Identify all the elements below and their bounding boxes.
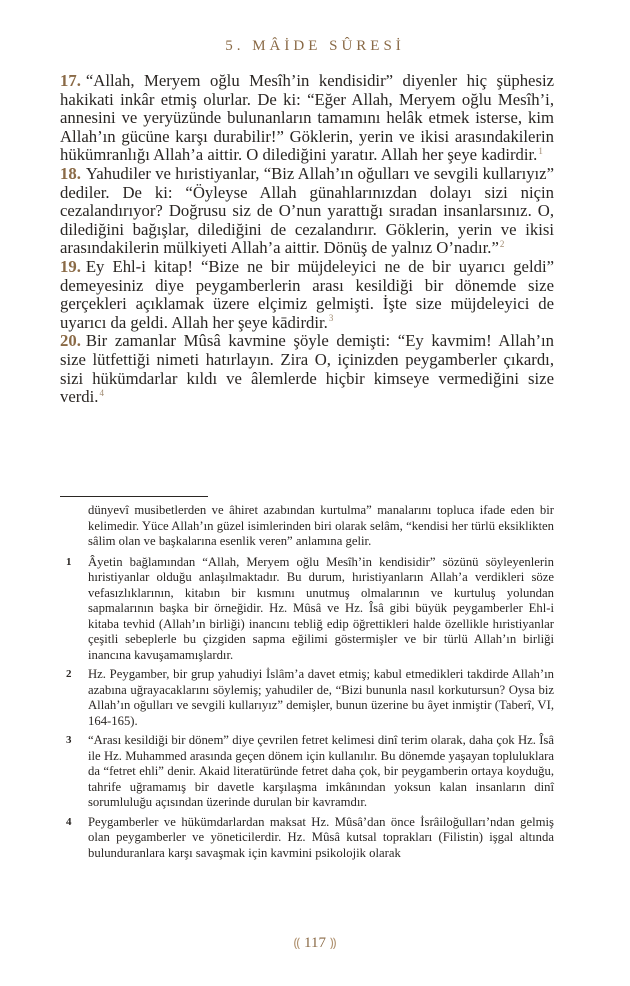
verse-number: 18. [60, 163, 81, 183]
verse-text: Ey Ehl-i kitap! “Bize ne bir müjdeleyici ne de bir uyarıcı geldi” demeyesiniz diye peygamberlerin arası kesildiği bir dönemde size gerçekleri açıklamak üzere elçimiz gelmişti. İşte size müjdeleyici de uyarıcı da geldi. Allah her şeye kādirdir. [60, 256, 554, 332]
footnote-text: Hz. Peygamber, bir grup yahudiyi İslâm’a davet etmiş; kabul etmedikleri takdirde Allah’ın azabına uğrayacaklarını söylemiş; yahudiler de, “Bizi bununla nasıl korkutursun? Oysa biz Allah’ın oğulları ve sevgili kullarıyız” demişler, bunun üzerine bu âyet inmiştir (Taberî, VI, 164-165). [88, 667, 554, 728]
footnote-divider [60, 496, 208, 497]
ornament-right-icon: ⸩ [329, 935, 337, 950]
verse-number: 20. [60, 331, 81, 351]
ornament-left-icon: ⸨ [293, 935, 301, 950]
footnote-ref[interactable]: 4 [99, 387, 104, 398]
footnote-3 [60, 733, 554, 811]
footnote-1 [60, 555, 554, 664]
verse-17 [60, 72, 554, 165]
footnote-text: Peygamberler ve hükümdarlardan maksat Hz. Mûsâ’dan önce İsrâiloğulları’ndan gelmiş olan peygamberler ve yöneticilerdir. Hz. Mûsâ kutsal toprakları (Filistin) işgal altında bulunduranlara karşı savaşmak için kavmini psikolojik olarak [88, 814, 554, 860]
verse-20 [60, 332, 554, 406]
footnote-ref[interactable]: 2 [499, 238, 505, 249]
footnote-ref[interactable]: 1 [538, 145, 543, 156]
footnote-2 [60, 667, 554, 729]
verse-number: 17. [60, 71, 81, 90]
page-number [0, 933, 630, 952]
footnote-number: 4 [66, 815, 72, 828]
page-number-value: 117 [304, 935, 326, 951]
footnote-ref[interactable]: 3 [328, 313, 334, 324]
footnote-text: “Arası kesildiği bir dönem” diye çevrilen fetret kelimesi dinî terim olarak, daha çok Hz. Îsâ ile Hz. Muhammed arasında geçen dönem için kullanılır. Bu dönemde yaşayan topluluklara da “fetret ehli” denir. Akaid literatüründe fetret daha çok, bir peygamberin ortaya koyduğu, tahrife uğramamış bir davetle karşılaşma imkânından yoksun kalan insanların dinî sorumluluğu açısından üzerinde durulan bir kavramdır. [88, 733, 554, 809]
verse-text: Yahudiler ve hıristiyanlar, “Biz Allah’ın oğulları ve sevgili kullarıyız” dediler. De ki: “Öyleyse Allah günahlarınızdan dolayı sizi niçin cezalandırıyor? Doğrusu siz de O’nun yarattığı sıradan insanlarsınız. O, dilediğini bağışlar, dilediğini de cezalandırır. Göklerin, yerin ve ikisi arasındakilerin mülkiyeti Allah’a aittir. Dönüş de yalnız O’nadır.” [60, 163, 554, 258]
verse-19 [60, 258, 554, 332]
footnote-text: dünyevî musibetlerden ve âhiret azabından kurtulma” manalarını topluca ifade eden bir kelimedir. Yüce Allah’ın güzel isimlerinden biri olarak selâm, “kendisi her türlü eksiklikten sâlim olan ve başkalarına esenlik veren” anlamına gelir. [88, 503, 554, 548]
footnote-4 [60, 815, 554, 862]
footnote-continued [60, 503, 554, 550]
verse-number: 19. [60, 256, 81, 276]
verse-text: “Allah, Meryem oğlu Mesîh’in kendisidir” diyenler hiç şüphesiz hakikati inkâr etmiş olurlar. De ki: “Eğer Allah, Meryem oğlu Mesîh’i, annesini ve yeryüzünde bulunanların tamamını helâk etmek isterse, kim Allah’ın gücüne karşı durabilir!” Göklerin, yerin ve ikisi arasındakilerin hükümranlığı Allah’a aittir. O dilediğini yaratır. Allah her şeye kadirdir. [60, 71, 554, 165]
footnote-text: Âyetin bağlamından “Allah, Meryem oğlu Mesîh’in kendisidir” sözünü söyleyenlerin hıristiyanlar olduğu anlaşılmaktadır. Bu durum, hıristiyanların Allah’a verdikleri söze vefasızlıklarının, kitabın bir kısmını unutmuş olmalarının ve kurtuluş yolundan sapmalarının başka bir örneğidir. Hz. Mûsâ ve Hz. Îsâ gibi büyük peygamberler Ehl-i kitaba tevhid (Allah’ın birliği) inancını tebliğ edip öğrettikleri halde özellikle hıristiyanlar çeşitli sebeplerle bu çizgiden sapma eğilimi göstermişler ve bir türlü Allah’ın birliği inancına kavuşamamışlardır. [88, 554, 554, 662]
footnotes-block [60, 503, 554, 865]
verse-text: Bir zamanlar Mûsâ kavmine şöyle demişti: “Ey kavmim! Allah’ın size lütfettiği nimeti hatırlayın. Zira O, içinizden peygamberler çıkardı, sizi hükümdarlar kıldı ve âlemlerde hiçbir kimseye vermediğini size verdi. [60, 331, 554, 407]
verse-18 [60, 165, 554, 258]
footnote-number: 2 [66, 668, 72, 680]
running-header: 5. MÂİDE SÛRESİ [225, 38, 405, 54]
footnote-number: 1 [66, 555, 72, 568]
verse-block [60, 72, 554, 407]
footnote-number: 3 [66, 734, 72, 746]
